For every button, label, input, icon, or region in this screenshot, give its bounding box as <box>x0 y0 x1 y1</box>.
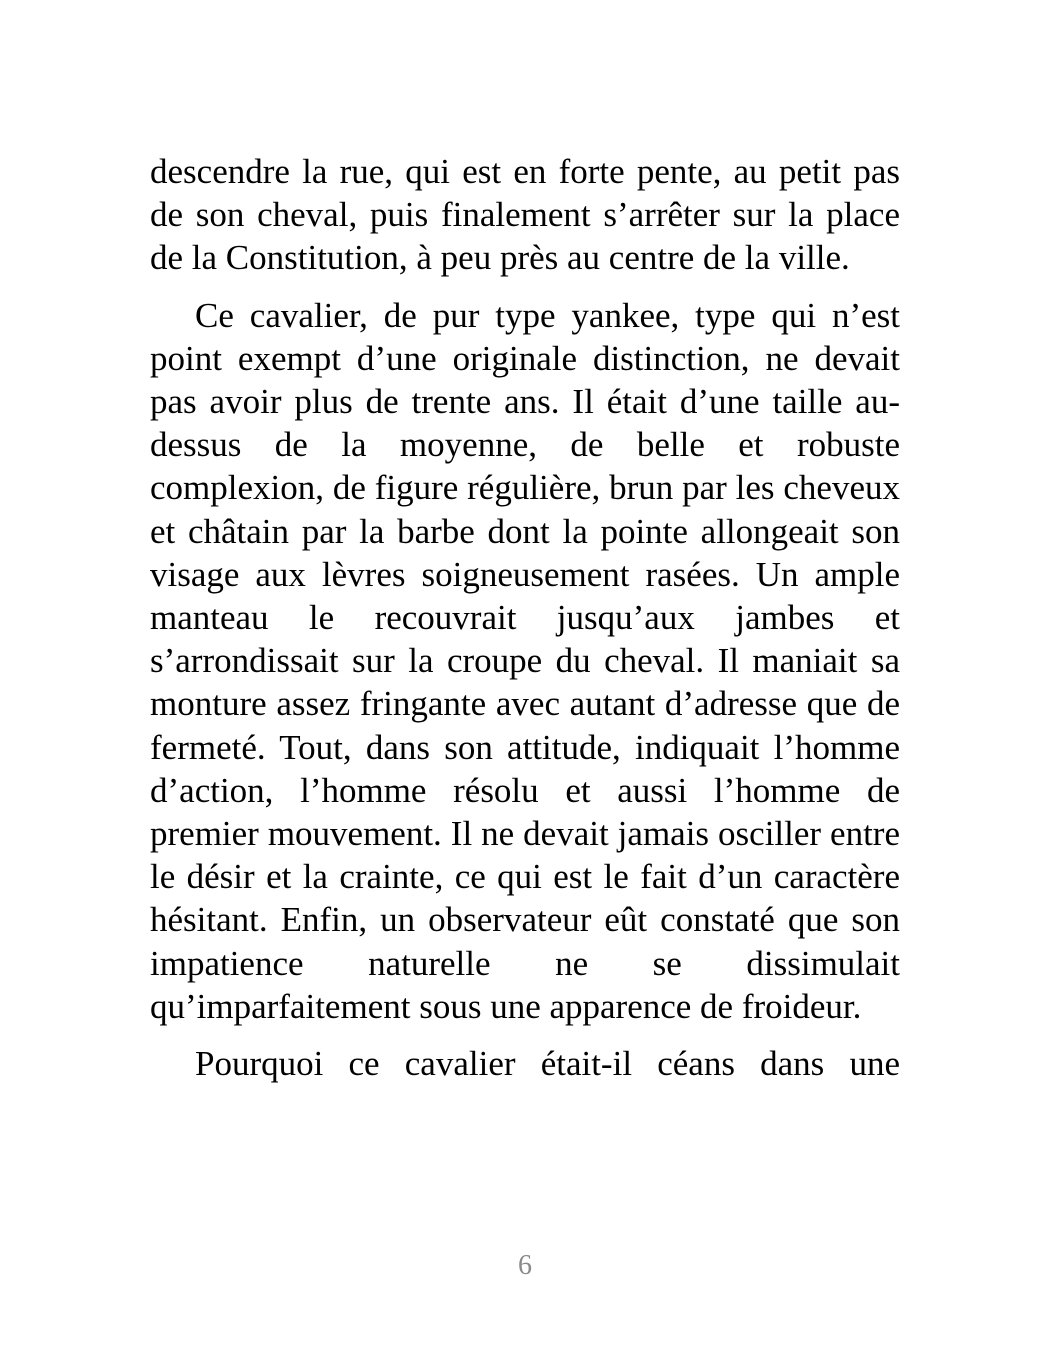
paragraph-3: Pourquoi ce cavalier était-il céans dans une <box>195 1044 900 1084</box>
paragraph-2: Ce cavalier, de pur type yankee, type qui n’est point exempt d’une originale distinction, ne devait pas avoir plus de trente ans. Il était d’une taille au-dessus de la moyenne, de belle et robuste complexion, de figure régulière, brun par les cheveux et châtain par la barbe dont la pointe allongeait son visage aux lèvres soigneusement rasées. Un ample manteau le recouvrait jusqu’aux jambes et s’arrondissait sur la croupe du cheval. Il maniait sa monture assez fringante avec autant d’adresse que de fermeté. Tout, dans son attitude, indiquait l’homme d’action, l’homme résolu et aussi l’homme de premier mouvement. Il ne devait jamais osciller entre le désir et la crainte, ce qui est le fait d’un caractère hésitant. Enfin, un observateur eût constaté que son impatience naturelle ne se dissimulait qu’imparfaitement sous une apparence de froideur. <box>150 295 900 1026</box>
body-text <box>150 150 900 1099</box>
page-number: 6 <box>518 1250 532 1281</box>
paragraph-1: descendre la rue, qui est en forte pente, au petit pas de son cheval, puis finalement s’arrêter sur la place de la Constitution, à peu près au centre de la ville. <box>150 152 900 278</box>
